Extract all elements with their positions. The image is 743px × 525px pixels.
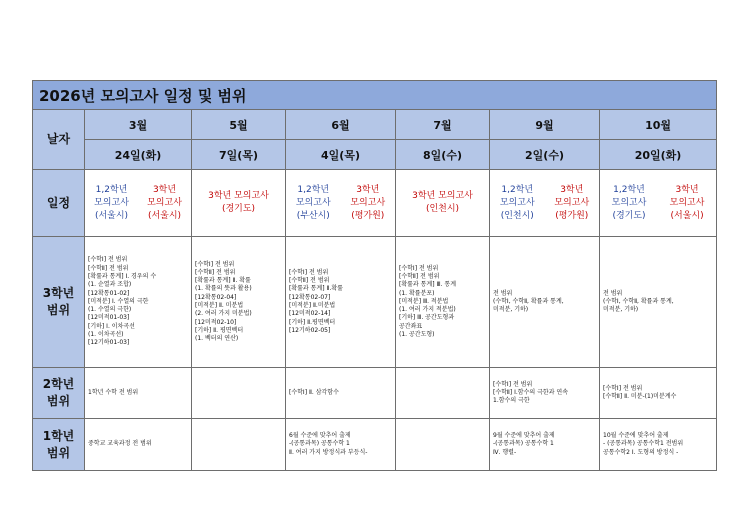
day-cell: 24일(화) bbox=[85, 140, 192, 170]
schedule-cell: 3학년 모의고사 (경기도) bbox=[192, 170, 286, 237]
grade1-range-cell: 중학교 교육과정 전 범위 bbox=[85, 419, 192, 471]
schedule-cell bbox=[490, 170, 600, 237]
day-cell: 4일(목) bbox=[286, 140, 396, 170]
schedule-lower-grades: 1,2학년 모의고사 (부산시) bbox=[295, 184, 331, 221]
grade1-range-cell: 9월 수준에 맞추어 출제 -(공통과목) 공통수학 1 Ⅳ. 행렬- bbox=[490, 419, 600, 471]
page-title: 2026년 모의고사 일정 및 범위 bbox=[33, 81, 717, 110]
schedule-lower-grades: 1,2학년 모의고사 (인천시) bbox=[499, 184, 535, 221]
schedule-lower-grades: 1,2학년 모의고사 (경기도) bbox=[611, 184, 647, 221]
month-cell: 10월 bbox=[600, 110, 717, 140]
schedule-lower-grades: 1,2학년 모의고사 (서울시) bbox=[94, 184, 129, 221]
grade1-range-cell bbox=[192, 419, 286, 471]
grade1-range-label: 1학년 범위 bbox=[33, 419, 85, 471]
grade3-range-cell: 전 범위 (수학Ⅰ, 수학Ⅱ, 확률과 통계, 미적분, 기하) bbox=[600, 237, 717, 368]
month-cell: 3월 bbox=[85, 110, 192, 140]
grade1-range-cell: 6월 수준에 맞추어 출제 -(공통과목) 공통수학 1 Ⅱ. 여러 가지 방정식과 부등식- bbox=[286, 419, 396, 471]
grade3-range-cell: 전 범위 (수학Ⅰ, 수학Ⅱ, 확률과 통계, 미적분, 기하) bbox=[490, 237, 600, 368]
grade2-range-cell: 1학년 수학 전 범위 bbox=[85, 368, 192, 419]
grade3-range-cell: [수학Ⅰ] 전 범위 [수학Ⅱ] 전 범위 [확률과 통계] Ⅱ.확률 [12확통02-07] [미적분] Ⅱ.미분법 [12미적02-14] [기하] Ⅱ.평면벡터 [12기하02-05] bbox=[286, 237, 396, 368]
grade2-range-cell: [수학Ⅰ] 전 범위 [수학Ⅱ] Ⅱ. 미분-(1)미분계수 bbox=[600, 368, 717, 419]
grade2-range-label: 2학년 범위 bbox=[33, 368, 85, 419]
month-cell: 5월 bbox=[192, 110, 286, 140]
grade3-range-cell: [수학Ⅰ] 전 범위 [수학Ⅱ] 전 범위 [확률과 통계] Ⅱ. 확률 (1. 확률의 뜻과 활용) [12확통02-04] [미적분] Ⅱ. 미분법 (2. 여러 가지 미분법) [12미적02-10] [기하] Ⅱ. 평면벡터 (1. 벡터의 연산) bbox=[192, 237, 286, 368]
day-cell: 2일(수) bbox=[490, 140, 600, 170]
day-cell: 20일(화) bbox=[600, 140, 717, 170]
day-cell: 8일(수) bbox=[396, 140, 490, 170]
schedule-grade3: 3학년 모의고사 (서울시) bbox=[147, 184, 182, 221]
month-cell: 7월 bbox=[396, 110, 490, 140]
grade2-range-cell: [수학Ⅰ] Ⅱ. 삼각함수 bbox=[286, 368, 396, 419]
grade2-range-cell bbox=[192, 368, 286, 419]
date-label: 날자 bbox=[33, 110, 85, 170]
schedule-cell bbox=[600, 170, 717, 237]
schedule-table bbox=[32, 80, 717, 471]
grade2-range-cell: [수학Ⅰ] 전 범위 [수학Ⅱ] Ⅰ.함수의 극한과 연속 1.함수의 극한 bbox=[490, 368, 600, 419]
grade1-range-cell bbox=[396, 419, 490, 471]
grade2-range-cell bbox=[396, 368, 490, 419]
schedule-grade3: 3학년 모의고사 (평가원) bbox=[554, 184, 590, 221]
schedule-grade3: 3학년 모의고사 (평가원) bbox=[350, 184, 386, 221]
day-cell: 7일(목) bbox=[192, 140, 286, 170]
grade3-range-cell: [수학Ⅰ] 전 범위 [수학Ⅱ] 전 범위 [확률과 통계] Ⅲ. 통계 (1. 확률분포) [미적분] Ⅲ. 적분법 (1. 여러 가지 적분법) [기하] Ⅲ. 공간도형과 공간좌표 (1. 공간도형) bbox=[396, 237, 490, 368]
grade1-range-cell: 10월 수준에 맞추어 출제 - (공통과목) 공통수학1 전범위 공통수학2 Ⅰ. 도형의 방정식 - bbox=[600, 419, 717, 471]
grade3-range-cell: [수학Ⅰ] 전 범위 [수학Ⅱ] 전 범위 [확률과 통계] Ⅰ. 경우의 수 (1. 순열과 조합) [12확통01-02] [미적분] Ⅰ. 수열의 극한 (1. 수열의 극한) [12미적01-03] [기하] Ⅰ. 이차곡선 (1. 이차곡선) [12기하01-03] bbox=[85, 237, 192, 368]
schedule-cell bbox=[286, 170, 396, 237]
schedule-grade3: 3학년 모의고사 (서울시) bbox=[669, 184, 705, 221]
schedule-cell bbox=[85, 170, 192, 237]
grade3-range-label: 3학년 범위 bbox=[33, 237, 85, 368]
schedule-cell: 3학년 모의고사 (인천시) bbox=[396, 170, 490, 237]
schedule-label: 일정 bbox=[33, 170, 85, 237]
month-cell: 9월 bbox=[490, 110, 600, 140]
month-cell: 6월 bbox=[286, 110, 396, 140]
